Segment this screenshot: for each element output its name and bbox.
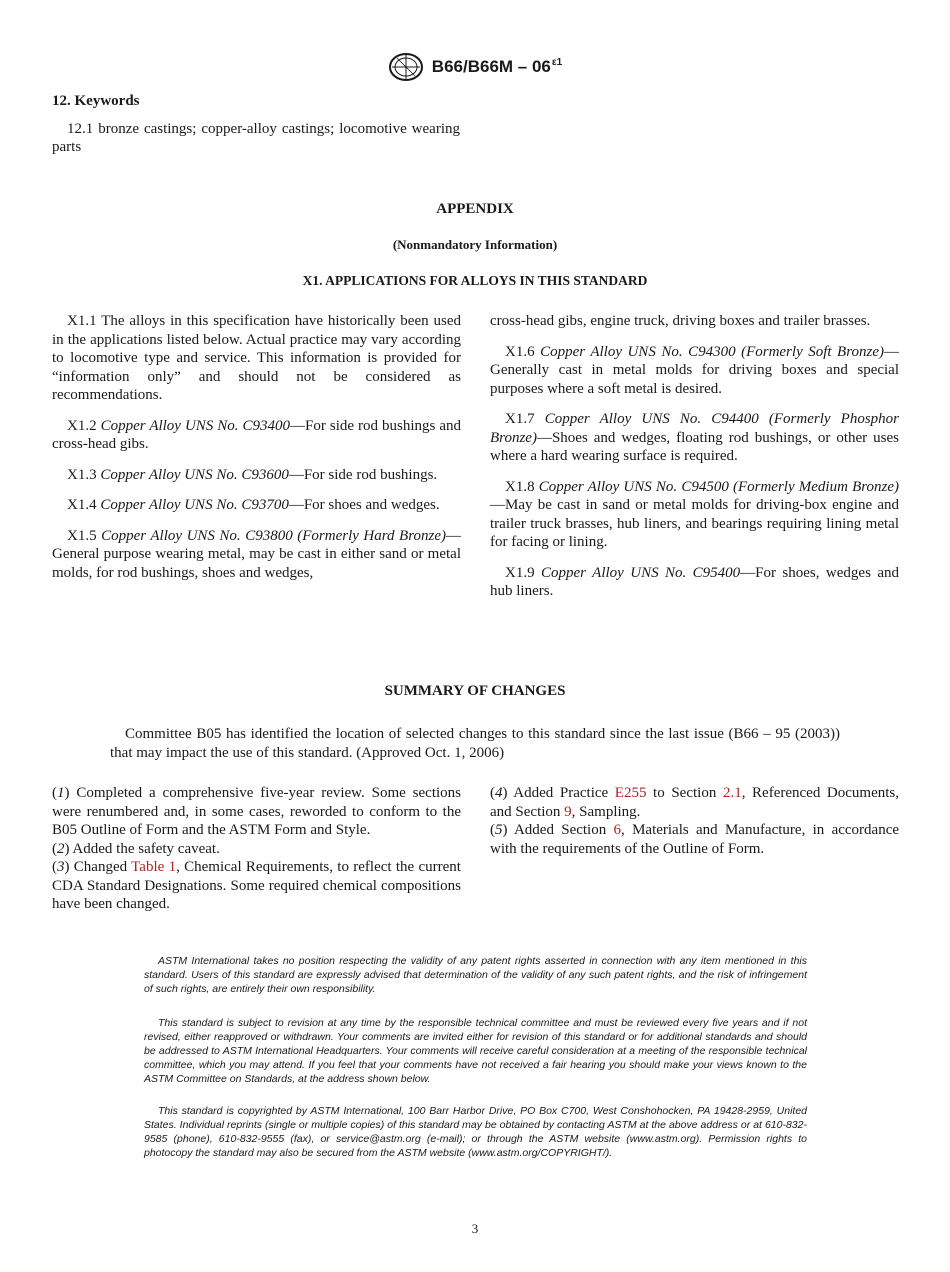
appendix-right-column [490, 312, 899, 613]
section-9-link[interactable]: 9 [564, 803, 572, 820]
page-number: 3 [471, 1221, 479, 1236]
changes-right-column [490, 784, 899, 858]
appendix-left-column [52, 312, 461, 594]
changes-left-column [52, 784, 461, 914]
summary-intro: Committee B05 has identified the location of selected changes to this standard since the last issue (B66 – 95 (2003)) that may impact the use of this standard. (Approved Oct. 1, 2006) [110, 726, 840, 761]
change-item-1: (1) Completed a comprehensive five-year review. Some sections were renumbered and, in some cases, reworded to conform to the B05 Outline of Form and the ASTM Form and Style. [52, 785, 461, 838]
nonmandatory-subheading: (Nonmandatory Information) [392, 237, 558, 252]
keywords-text: 12.1 bronze castings; copper-alloy castings; locomotive wearing parts [52, 121, 460, 155]
standard-designation: $B66/B66M - 06^{\varepsilon 1}$ [431, 57, 563, 76]
change-item-5: (5) Added Section 6, Materials and Manufacture, in accordance with the requirements of the Outline of Form. [490, 822, 900, 857]
change-item-2: (2) Added the safety caveat. [52, 840, 220, 857]
x1-2-paragraph: X1.2 Copper Alloy UNS No. C93400—For side rod bushings and cross-head gibs. [52, 417, 462, 452]
page-header [0, 52, 950, 87]
x1-7-paragraph: X1.7 Copper Alloy UNS No. C94400 (Formerly Phosphor Bronze)—Shoes and wedges, floating rod bushings, or other uses where a hard wearing surface is required. [490, 411, 900, 464]
patent-notice: ASTM International takes no position respecting the validity of any patent rights asserted in connection with any item mentioned in this standard. Users of this standard are expressly advised that determination of the validity of any such patent rights, and the risk of infringement of such rights, are entirely their own responsibility. [144, 955, 807, 995]
table-1-link[interactable]: Table 1 [131, 859, 177, 875]
astm-logo-icon [388, 52, 424, 82]
appendix-heading: APPENDIX [436, 201, 514, 217]
x1-3-paragraph: X1.3 Copper Alloy UNS No. C93600—For side rod bushings. [67, 466, 438, 483]
copyright-notice: This standard is copyrighted by ASTM International, 100 Barr Harbor Drive, PO Box C700, West Conshohocken, PA 19428-2959, United States. Individual reprints (single or multiple copies) of this standard may be obtained by contacting ASTM at the above address or at 610-832-9585 (phone), 610-832-9555 (fax), or service@astm.org (e-mail); or through the ASTM website (www.astm.org). Permission rights to photocopy the standard may also be secured from the ASTM website (www.astm.org/COPYRIGHT/). [144, 1105, 807, 1159]
x1-section-heading: X1. APPLICATIONS FOR ALLOYS IN THIS STANDARD [302, 273, 648, 288]
x1-1-paragraph: X1.1 The alloys in this specification have historically been used in the applications listed below. Actual practice may vary according to locomotive type and service. This information is provided for “information only” and should not be considered as recommendations. [52, 313, 461, 403]
change-item-3: (3) Changed Table 1, Chemical Requirements, to reflect the current CDA Standard Designations. Some required chemical compositions have been changed. [52, 859, 461, 912]
keywords-heading: 12. Keywords [52, 93, 140, 109]
x1-9-paragraph: X1.9 Copper Alloy UNS No. C95400—For shoes, wedges and hub liners. [490, 564, 899, 599]
x1-8-paragraph: X1.8 Copper Alloy UNS No. C94500 (Formerly Medium Bronze)—May be cast in sand or metal molds for driving-box engine and trailer truck brasses, hub liners, and bearings requiring lining metal for facing or lining. [490, 478, 900, 550]
x1-5-paragraph: X1.5 Copper Alloy UNS No. C93800 (Formerly Hard Bronze)—General purpose wearing metal, may be cast in either sand or metal molds, for rod bushings, shoes and wedges, [52, 527, 461, 581]
x1-6-paragraph: X1.6 Copper Alloy UNS No. C94300 (Formerly Soft Bronze)—Generally cast in metal molds for driving boxes and special purposes where a soft metal is desired. [490, 343, 899, 397]
summary-of-changes-heading: SUMMARY OF CHANGES [384, 683, 566, 699]
x1-5-continuation: cross-head gibs, engine truck, driving boxes and trailer brasses. [490, 313, 871, 329]
revision-notice: This standard is subject to revision at any time by the responsible technical committee and must be reviewed every five years and if not revised, either reapproved or withdrawn. Your comments are invited either for revision of this standard or for additional standards and should be addressed to ASTM International Headquarters. Your comments will receive careful consideration at a meeting of the responsible technical committee, which you may attend. If you feel that your comments have not received a fair hearing you should make your views known to the ASTM Committee on Standards, at the address shown below. [144, 1017, 807, 1085]
x1-4-paragraph: X1.4 Copper Alloy UNS No. C93700—For shoes and wedges. [67, 497, 440, 513]
e255-link[interactable]: E255 [614, 785, 647, 801]
change-item-4: (4) Added Practice E255 to Section 2.1, Referenced Documents, and Section 9, Sampling. [490, 785, 899, 820]
section-2-1-link[interactable]: 2.1 [722, 785, 742, 801]
section-6-link[interactable]: 6 [613, 822, 622, 838]
